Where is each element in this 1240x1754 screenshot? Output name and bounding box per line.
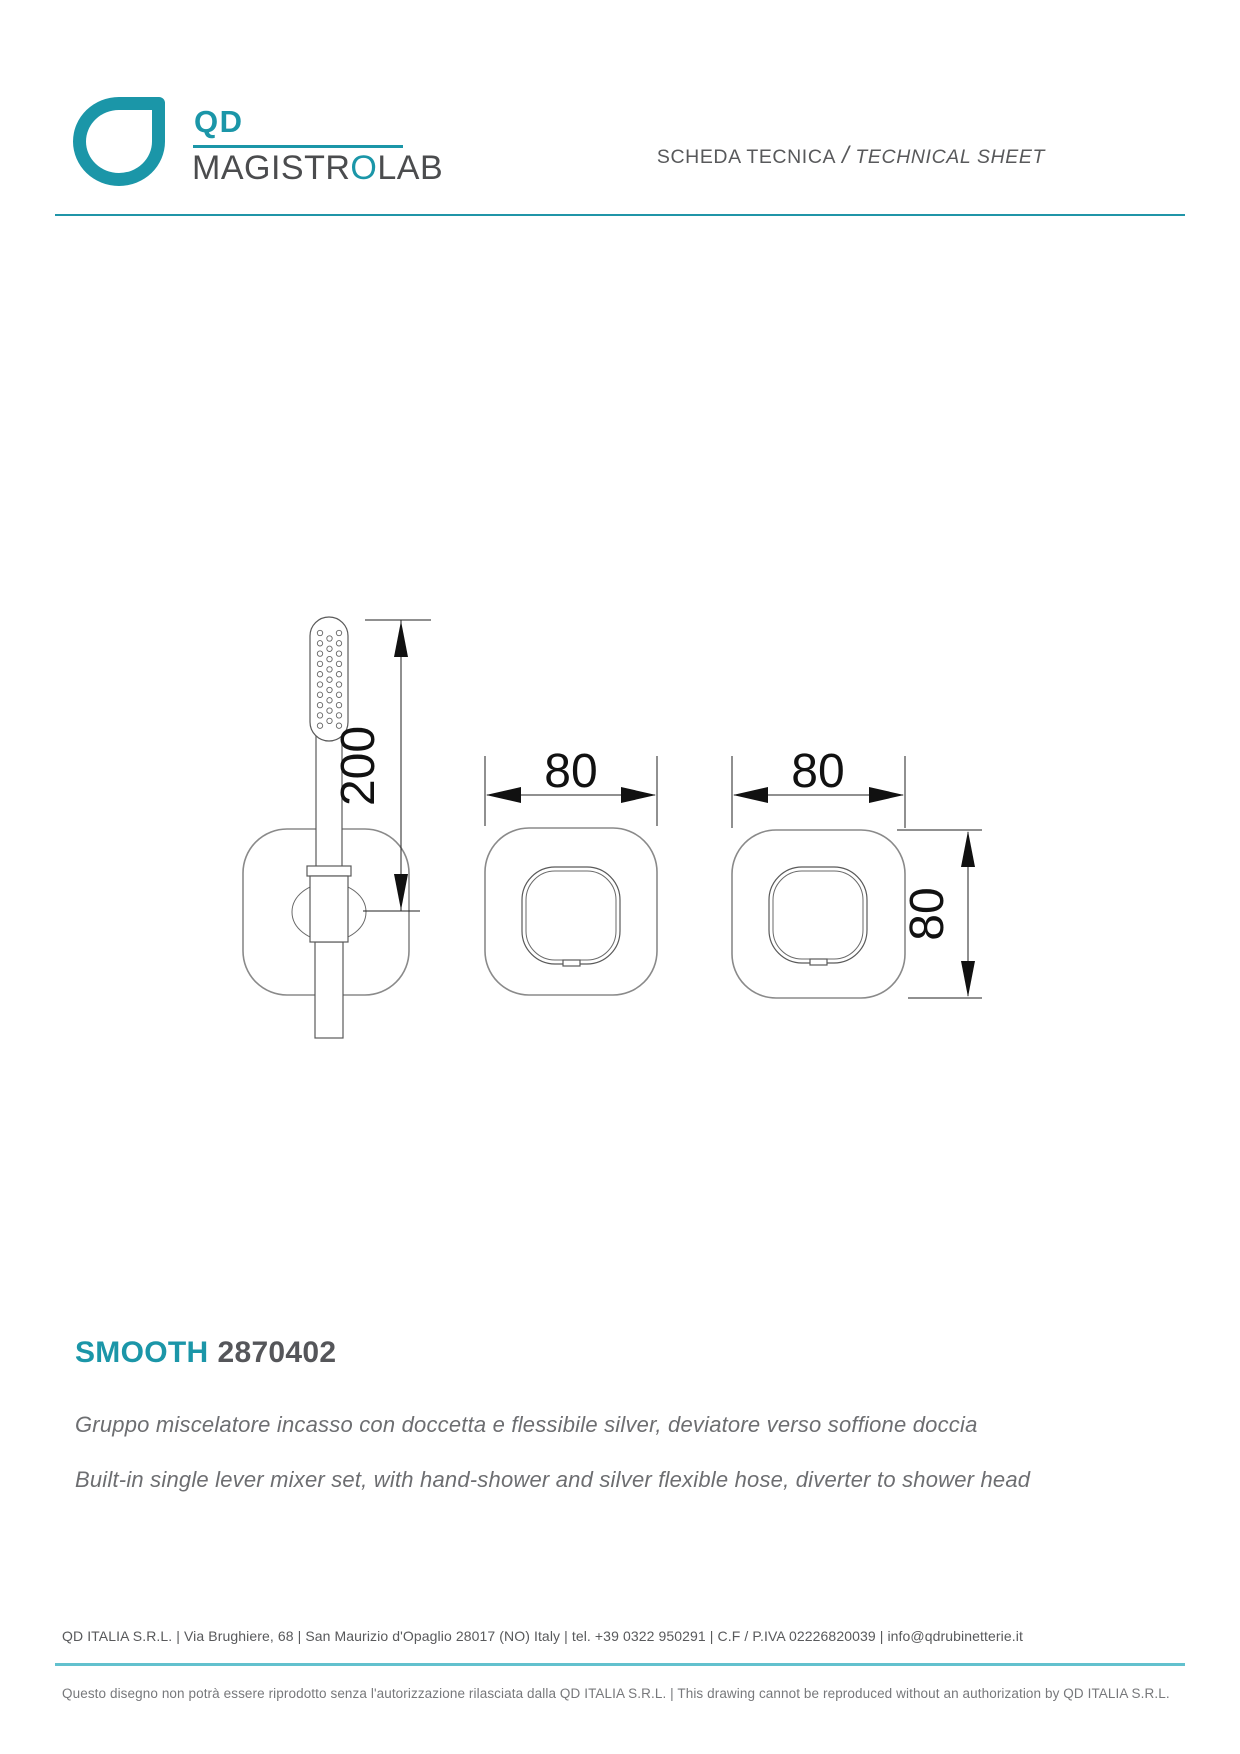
arrow-right-icon: [621, 787, 656, 803]
dimension-80-mid: [485, 745, 657, 826]
description-english: Built-in single lever mixer set, with hand-shower and silver flexible hose, diverter to shower head: [75, 1467, 1031, 1492]
sheet-type-label: [657, 142, 1045, 170]
footer-copyright-notice: Questo disegno non potrà essere riprodotto senza l'autorizzazione rilasciata dalla QD ITALIA S.R.L. | This drawing cannot be reproduced without an authorization by QD ITALIA S.R.L.: [62, 1686, 1170, 1701]
brand-name-o: O: [350, 149, 378, 187]
mixer-handle-outer: [522, 867, 620, 964]
logo-underline: [193, 145, 403, 148]
logo-qd-text: QD: [194, 104, 244, 139]
dimension-80-right-top: [732, 745, 905, 828]
holder-sleeve: [310, 876, 348, 942]
logo-brand-name: [192, 149, 443, 188]
description-italian: Gruppo miscelatore incasso con doccetta e flessibile silver, deviatore verso soffione doccia: [75, 1412, 978, 1437]
holder-cap: [307, 866, 351, 876]
sheet-label-separator: /: [842, 142, 850, 169]
dim-label-80-right-top: 80: [791, 745, 845, 798]
flexible-hose: [315, 942, 343, 1038]
dimension-80-right-side: [897, 830, 982, 998]
dim-label-200: 200: [332, 725, 385, 807]
arrow-up-icon: [961, 831, 975, 867]
header-divider: [55, 214, 1185, 216]
arrow-left-icon: [733, 787, 768, 803]
qd-drop-logo-icon: [73, 97, 165, 186]
sheet-label-english: TECHNICAL SHEET: [855, 146, 1045, 168]
technical-drawing: [200, 550, 1050, 1060]
diverter-handle-notch: [810, 959, 827, 965]
mixer-plate: [485, 745, 657, 995]
brand-name-left: MAGISTR: [192, 149, 351, 187]
footer-divider: [55, 1663, 1185, 1666]
dim-label-80-mid: 80: [544, 745, 598, 798]
diverter-plate: [732, 745, 982, 998]
product-title: [75, 1336, 336, 1370]
product-name: SMOOTH: [75, 1336, 209, 1369]
dim-label-80-right-side: 80: [901, 887, 954, 941]
handshower-assembly: [243, 617, 409, 1038]
arrow-left-icon: [486, 787, 521, 803]
diverter-handle-outer: [769, 867, 867, 963]
arrow-down-icon: [961, 961, 975, 997]
footer-company-info: QD ITALIA S.R.L. | Via Brughiere, 68 | San Maurizio d'Opaglio 28017 (NO) Italy | tel. +39 0322 950291 | C.F / P.IVA 02226820039 | info@qdrubinetterie.it: [62, 1628, 1023, 1644]
arrow-right-icon: [869, 787, 904, 803]
product-code: 2870402: [217, 1336, 337, 1369]
arrow-up-icon: [394, 621, 408, 657]
sheet-label-italian: SCHEDA TECNICA: [656, 146, 837, 168]
mixer-handle-notch: [563, 960, 580, 966]
brand-name-right: LAB: [377, 149, 444, 187]
